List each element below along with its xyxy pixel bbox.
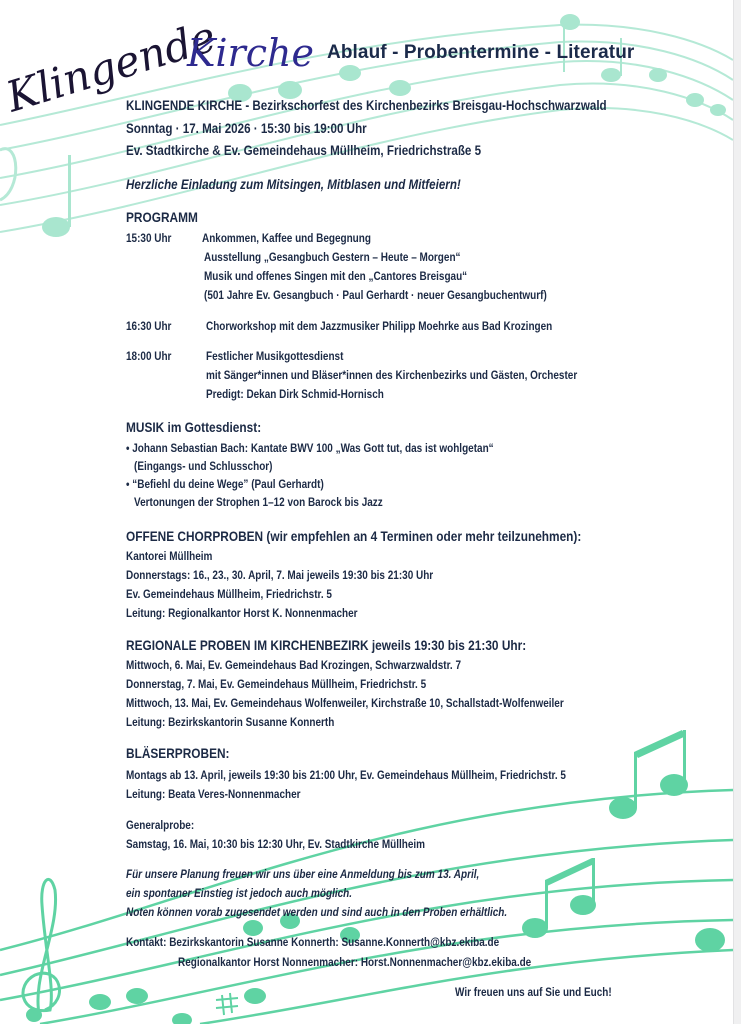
note-icon — [710, 104, 726, 116]
note-icon — [609, 797, 637, 819]
program-time-2: 16:30 Uhr — [126, 320, 172, 333]
brass-heading: BLÄSERPROBEN: — [126, 746, 230, 761]
note-icon — [522, 918, 548, 938]
program-line: Ankommen, Kaffee und Begegnung — [202, 232, 371, 245]
program-line: Predigt: Dekan Dirk Schmid-Hornisch — [206, 388, 384, 401]
contact-line-2 — [178, 956, 531, 969]
contact-label-1: Kontakt: Bezirkskantorin Susanne Konnerth: — [126, 936, 342, 949]
regional-rehearsals-line: Donnerstag, 7. Mai, Ev. Gemeindehaus Müllheim, Friedrichstr. 5 — [126, 678, 427, 691]
program-heading: PROGRAMM — [126, 210, 198, 225]
note-icon — [601, 68, 621, 82]
treble-clef-top-icon — [0, 149, 16, 200]
note-icon — [389, 80, 411, 96]
logo-word-2: Kirche — [187, 31, 314, 75]
sharp-sign-icon — [216, 993, 238, 1015]
contact-line-1 — [126, 936, 499, 949]
treble-clef-icon — [23, 879, 59, 1018]
program-time-3: 18:00 Uhr — [126, 350, 172, 363]
program-line: Musik und offenes Singen mit den „Cantores Breisgau“ — [204, 270, 468, 283]
note-icon — [89, 994, 111, 1010]
brass-line: Montags ab 13. April, jeweils 19:30 bis 21:00 Uhr, Ev. Gemeindehaus Müllheim, Friedrichstr. 5 — [126, 769, 566, 782]
program-line: Festlicher Musikgottesdienst — [206, 350, 344, 363]
music-line: Vertonungen der Strophen 1–12 von Barock bis Jazz — [134, 496, 383, 509]
program-line: Ausstellung „Gesangbuch Gestern – Heute – Morgen“ — [204, 251, 461, 264]
open-rehearsals-line: Ev. Gemeindehaus Müllheim, Friedrichstr. 5 — [126, 588, 332, 601]
program-line: (501 Jahre Ev. Gesangbuch · Paul Gerhardt · neuer Gesangbuchentwurf) — [204, 289, 547, 302]
note-icon — [339, 65, 361, 81]
note-icon — [695, 928, 725, 952]
closing-text: Wir freuen uns auf Sie und Euch! — [455, 986, 612, 999]
open-rehearsals-line: Leitung: Regionalkantor Horst K. Nonnenmacher — [126, 607, 358, 620]
note-icon — [126, 988, 148, 1004]
contact-label-2: Regionalkantor Horst Nonnenmacher: — [178, 956, 361, 969]
regional-rehearsals-line: Mittwoch, 13. Mai, Ev. Gemeindehaus Wolfenweiler, Kirchstraße 10, Schallstadt-Wolfenweiler — [126, 697, 564, 710]
note-line: Für unsere Planung freuen wir uns über eine Anmeldung bis zum 13. April, — [126, 868, 480, 881]
page-edge — [733, 0, 741, 1024]
music-line: (Eingangs- und Schlusschor) — [134, 460, 273, 473]
open-rehearsals-line: Kantorei Müllheim — [126, 550, 213, 563]
note-icon — [243, 920, 263, 936]
note-icon — [42, 217, 70, 237]
program-line: mit Sänger*innen und Bläser*innen des Kirchenbezirks und Gästen, Orchester — [206, 369, 578, 382]
note-line: ein spontaner Einstieg ist jedoch auch möglich. — [126, 887, 353, 900]
open-rehearsals-line: Donnerstags: 16., 23., 30. April, 7. Mai jeweils 19:30 bis 21:30 Uhr — [126, 569, 434, 582]
music-line: • Johann Sebastian Bach: Kantate BWV 100 „Was Gott tut, das ist wohlgetan“ — [126, 442, 494, 455]
intro-date: Sonntag · 17. Mai 2026 · 15:30 bis 19:00 Uhr — [126, 121, 367, 136]
music-line: • “Befiehl du deine Wege” (Paul Gerhardt) — [126, 478, 324, 491]
note-line: Noten können vorab zugesendet werden und sind auch in den Proben erhältlich. — [126, 906, 508, 919]
page-subtitle: Ablauf - Probentermine - Literatur — [327, 42, 635, 63]
contact-email-2[interactable]: Horst.Nonnenmacher@kbz.ekiba.de — [360, 956, 532, 969]
contact-email-1[interactable]: Susanne.Konnerth@kbz.ekiba.de — [341, 936, 500, 949]
program-line: Chorworkshop mit dem Jazzmusiker Philipp Moehrke aus Bad Krozingen — [206, 320, 553, 333]
dress-rehearsal-heading: Generalprobe: — [126, 819, 195, 832]
dress-rehearsal-line: Samstag, 16. Mai, 10:30 bis 12:30 Uhr, Ev. Stadtkirche Müllheim — [126, 838, 426, 851]
music-heading: MUSIK im Gottesdienst: — [126, 420, 262, 435]
brass-line: Leitung: Beata Veres-Nonnenmacher — [126, 788, 301, 801]
regional-rehearsals-line: Leitung: Bezirkskantorin Susanne Konnerth — [126, 716, 335, 729]
regional-rehearsals-line: Mittwoch, 6. Mai, Ev. Gemeindehaus Bad Krozingen, Schwarzwaldstr. 7 — [126, 659, 462, 672]
note-icon — [686, 93, 704, 107]
regional-rehearsals-heading: REGIONALE PROBEN IM KIRCHENBEZIRK jeweils 19:30 bis 21:30 Uhr: — [126, 638, 527, 653]
invitation: Herzliche Einladung zum Mitsingen, Mitblasen und Mitfeiern! — [126, 177, 461, 192]
note-icon — [244, 988, 266, 1004]
intro-location: Ev. Stadtkirche & Ev. Gemeindehaus Müllheim, Friedrichstraße 5 — [126, 143, 482, 158]
open-rehearsals-heading: OFFENE CHORPROBEN (wir empfehlen an 4 Terminen oder mehr teilzunehmen): — [126, 529, 582, 544]
logo-word-1: Klingende — [0, 11, 222, 122]
program-time-1: 15:30 Uhr — [126, 232, 172, 245]
note-icon — [172, 1013, 192, 1024]
intro-title: KLINGENDE KIRCHE - Bezirkschorfest des Kirchenbezirks Breisgau-Hochschwarzwald — [126, 98, 607, 113]
note-icon — [649, 68, 667, 82]
